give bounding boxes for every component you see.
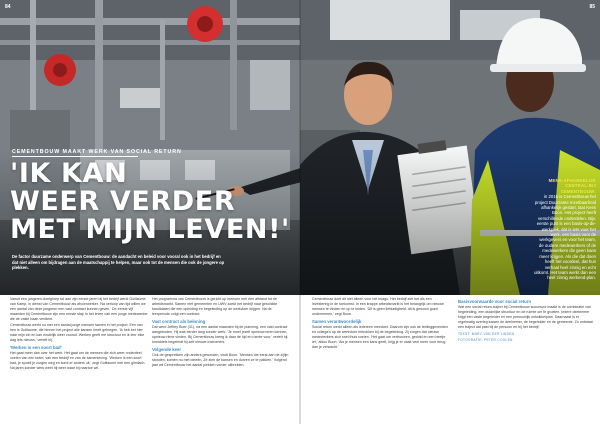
- article-column-2: [152, 297, 290, 369]
- subheading: Samen verantwoordelijk: [312, 318, 362, 324]
- paragraph: Cementbouw doet dit niet alleen voor het imago. Het bedrijf ziet het als een investering in de toekomst. In een krappe arbeidsmarkt is het belangrijk om nieuwe mensen te vinden en op te leiden. 'Dit is geen liefdadigheid, dit is gewoon goed ondernemen,' zegt Boon.: [312, 297, 444, 316]
- subheading: Vast contract als beloning: [152, 318, 206, 324]
- article-column-4: [458, 297, 596, 342]
- pull-quote: [534, 178, 596, 281]
- subheading: Volgende keer: [152, 346, 182, 352]
- page-number-right: 85: [589, 4, 595, 10]
- headline-line-2: WEER VERDER: [10, 186, 236, 217]
- pull-quote-body: in 2016 is Cementbouw het project Duurzame Inzetbaarheid afhankelijk gestart, laat Kees Boon. Het project heeft verschillende onderdelen. Bijv. eerste punt is een basis-op-de-werkplek, dat is iets voor het werk, een basis voor de werkgevers en voor het team, de oudere medewerkers of de medewerkers die geen kans meer krijgen. Als die dat doen heeft het voordeel, dat hun verhaal heel zinnig en echt uitkomt. Het team werkt dan een heel zinnig werkend-plan.: [534, 194, 596, 281]
- paragraph: Vanuit een jongeren-doelgroep tot aan zijn eerste jaren bij het bedrijf werkt Guillaume van Kamp, in dienst van Cementbouw als afvoerwerker. 'Na verloop van tijd willen we een aantal van deze jongeren een vast contract kunnen geven.' De eerste vijf maanden bij Cementbouw zijn een eerste stap in het leven van een jonge medewerker die de vaste baan verdient.: [10, 297, 148, 321]
- paragraph: Het gaat meer dan over het werk. Het gaat om de mensen die zich weer onderdeel voelen van een team, van een bedrijf en van de samenleving. 'Werken is een soort bad, je spoelt je zorgen weg en komt er anders uit,' zegt Guillaume met een glimlach. Na jaren zonder werk weet hij weer waar hij naartoe wil.: [10, 350, 146, 370]
- subheading: 'Werken is een soort bad': [10, 344, 62, 350]
- article-kicker: CEMENTBOUW MAAKT WERK VAN SOCIAL RETURN: [12, 149, 182, 155]
- photo-credit: FOTOGRAFIE: PETER COOLEN: [458, 338, 513, 343]
- article-headline: [10, 160, 290, 244]
- subheading: Basisvoorwaarde voor social return: [458, 299, 532, 305]
- paragraph: Ook de gesprekken zijn anders geworden, vindt Boon. 'Mensen die eerst aan de zijlijn stonden, komen nu met ideeën. Ze zien de kansen en durven ze te pakken.' Volgend jaar wil Cementbouw het aantal plekken verder uitbreiden.: [152, 352, 289, 367]
- paragraph: Wat een social return-traject bij Cementbouw succesvol maakt is de combinatie van begeleiding, een duidelijke structuur en de ruimte om te groeien. Iedere deelnemer krijgt een vaste begeleider en een persoonlijk ontwikkelplan. Daarnaast is er regelmatig overleg tussen de deelnemer, de begeleider en de gemeente. Zo ontstaat een traject dat past bij de persoon en bij het bedrijf.: [458, 305, 593, 329]
- paragraph: Het programma van Cementbouw is gericht op mensen met een afstand tot de arbeidsmarkt. Samen met gemeenten en UWV zoekt het bedrijf naar geschikte kandidaten die een opleiding en begeleiding op de werkvloer krijgen. Na de leerperiode volgt een contract.: [152, 297, 278, 316]
- article-column-3: [312, 297, 450, 351]
- paragraph: Social return werkt alleen als iedereen meedoet. Daarom zijn ook de leidinggevenden en collega's op de werkvloer betrokken bij de begeleiding. Zij zorgen dat nieuwe medewerkers zich snel thuis voelen. 'Het gaat om vertrouwen, geduld en een beetje lef,' aldus Boon. 'Als je mensen een kans geeft, krijg je er vaak veel meer voor terug dan je verwacht.': [312, 324, 449, 349]
- article-column-1: [10, 297, 148, 372]
- kicker-divider: [12, 156, 138, 157]
- headline-line-3: MET MIJN LEVEN!': [10, 214, 290, 245]
- pull-quote-lead: MENS-AFHANKELIJK CENTRAL-BIJ CEMENTBOUW:: [548, 178, 596, 194]
- page-number-left: 84: [5, 4, 11, 10]
- author-credit: TEKST: MARC VAN DER LINDEN: [458, 331, 515, 336]
- article-intro: De factor duurzame onderwerp van Cementbouw: de aandacht en beleid voor vooral ook in het bedrijf en dat niet alleen om bijdragen aan de maatschappij te helpen, maar ook tot de mensen die ook de jongere op plekken.: [12, 254, 225, 271]
- paragraph: Dat werd Jeffrey Boer (31), na een aantal maanden bij de planning, een vast contract aangeboden. Hij was eerder lang zonder werk. 'Je moet jezelf opnieuw leren kennen, opnieuw ritme vinden. Bij Cementbouw kreeg ik daar de tijd en ruimte voor,' vertelt hij. Inmiddels begeleidt hij zelf nieuwe instromers.: [152, 324, 289, 344]
- paragraph: Cementbouw werkt nu met een aantal jonge mensen samen in het project. Een van hen is Guillaume, die binnen het project alle kansen heeft gekregen. 'Ik heb het hier naar mijn zin en kan eindelijk weer vooruit. Werken geeft me structuur en ik leer elke dag iets nieuws,' vertelt hij.: [10, 322, 145, 342]
- headline-line-1: 'IK KAN: [10, 158, 128, 189]
- page-gutter: [299, 0, 301, 424]
